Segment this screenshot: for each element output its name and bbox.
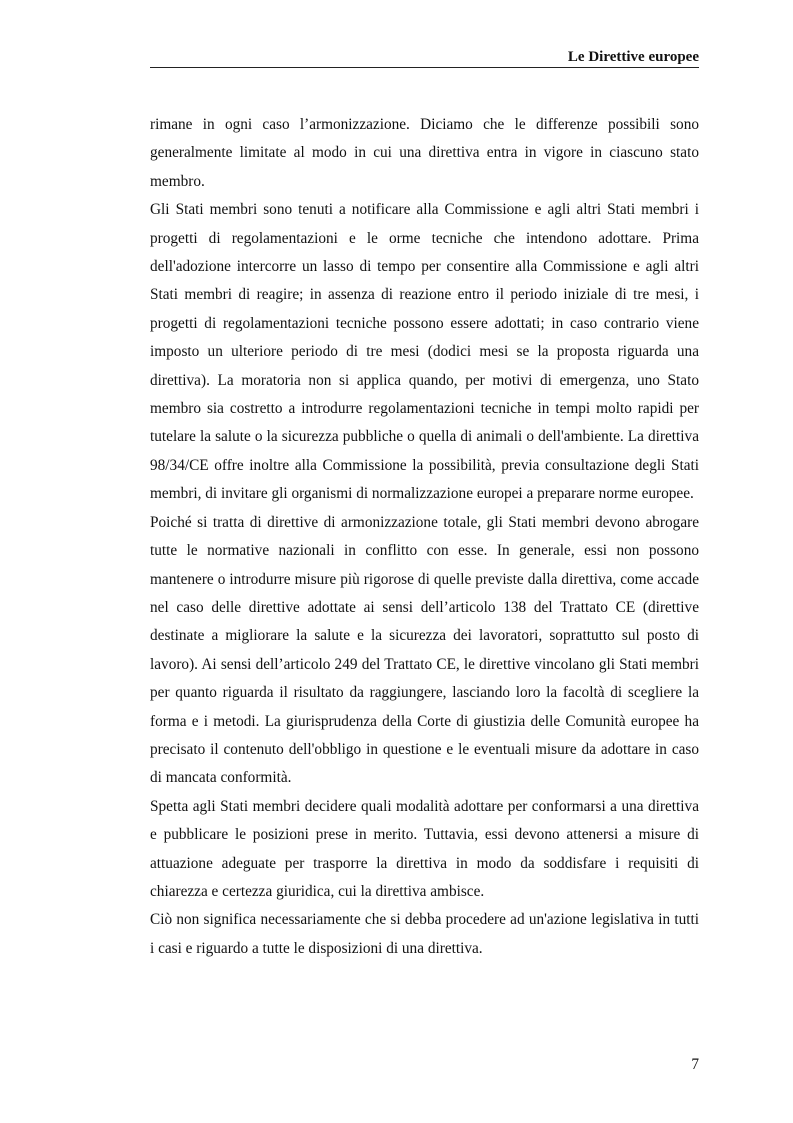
paragraph-5: Ciò non significa necessariamente che si debba procedere ad un'azione legislativa in tutti i casi e riguardo a tutte le disposizioni di una direttiva. (150, 911, 699, 957)
header-divider (150, 67, 699, 68)
running-header-title: Le Direttive europee (567, 49, 699, 65)
body-text (150, 111, 699, 963)
paragraph-3: Poiché si tratta di direttive di armonizzazione totale, gli Stati membri devono abrogare tutte le normative nazionali in conflitto con esse. In generale, essi non possono mantenere o introdurre misure più rigorose di quelle previste dalla direttiva, come accade nel caso delle direttive adottate ai sensi dell’articolo 138 del Trattato CE (direttive destinate a migliorare la salute e la sicurezza dei lavoratori, soprattutto sul posto di lavoro). Ai sensi dell’articolo 249 del Trattato CE, le direttive vincolano gli Stati membri per quanto riguarda il risultato da raggiungere, lasciando loro la facoltà di scegliere la forma e i metodi. La giurisprudenza della Corte di giustizia delle Comunità europee ha precisato il contenuto dell'obbligo in questione e le eventuali misure da adottare in caso di mancata conformità. (150, 513, 699, 787)
page-number: 7 (691, 1056, 699, 1073)
paragraph-1: rimane in ogni caso l’armonizzazione. Diciamo che le differenze possibili sono generalmente limitate al modo in cui una direttiva entra in vigore in ciascuno stato membro. (150, 116, 699, 190)
paragraph-2: Gli Stati membri sono tenuti a notificare alla Commissione e agli altri Stati membri i progetti di regolamentazioni e le orme tecniche che intendono adottare. Prima dell'adozione intercorre un lasso di tempo per consentire alla Commissione e agli altri Stati membri di reagire; in assenza di reazione entro il periodo iniziale di tre mesi, i progetti di regolamentazioni tecniche possono essere adottati; in caso contrario viene imposto un ulteriore periodo di tre mesi (dodici mesi se la proposta riguarda una direttiva). La moratoria non si applica quando, per motivi di emergenza, uno Stato membro sia costretto a introdurre regolamentazioni tecniche in tempi molto rapidi per tutelare la salute o la sicurezza pubbliche o quella di animali o dell'ambiente. La direttiva 98/34/CE offre inoltre alla Commissione la possibilità, previa consultazione degli Stati membri, di invitare gli organismi di normalizzazione europei a preparare norme europee. (150, 201, 699, 503)
paragraph-4: Spetta agli Stati membri decidere quali modalità adottare per conformarsi a una direttiva e pubblicare le posizioni prese in merito. Tuttavia, essi devono attenersi a misure di attuazione adeguate per trasporre la direttiva in modo da soddisfare i requisiti di chiarezza e certezza giuridica, cui la direttiva ambisce. (150, 797, 699, 900)
